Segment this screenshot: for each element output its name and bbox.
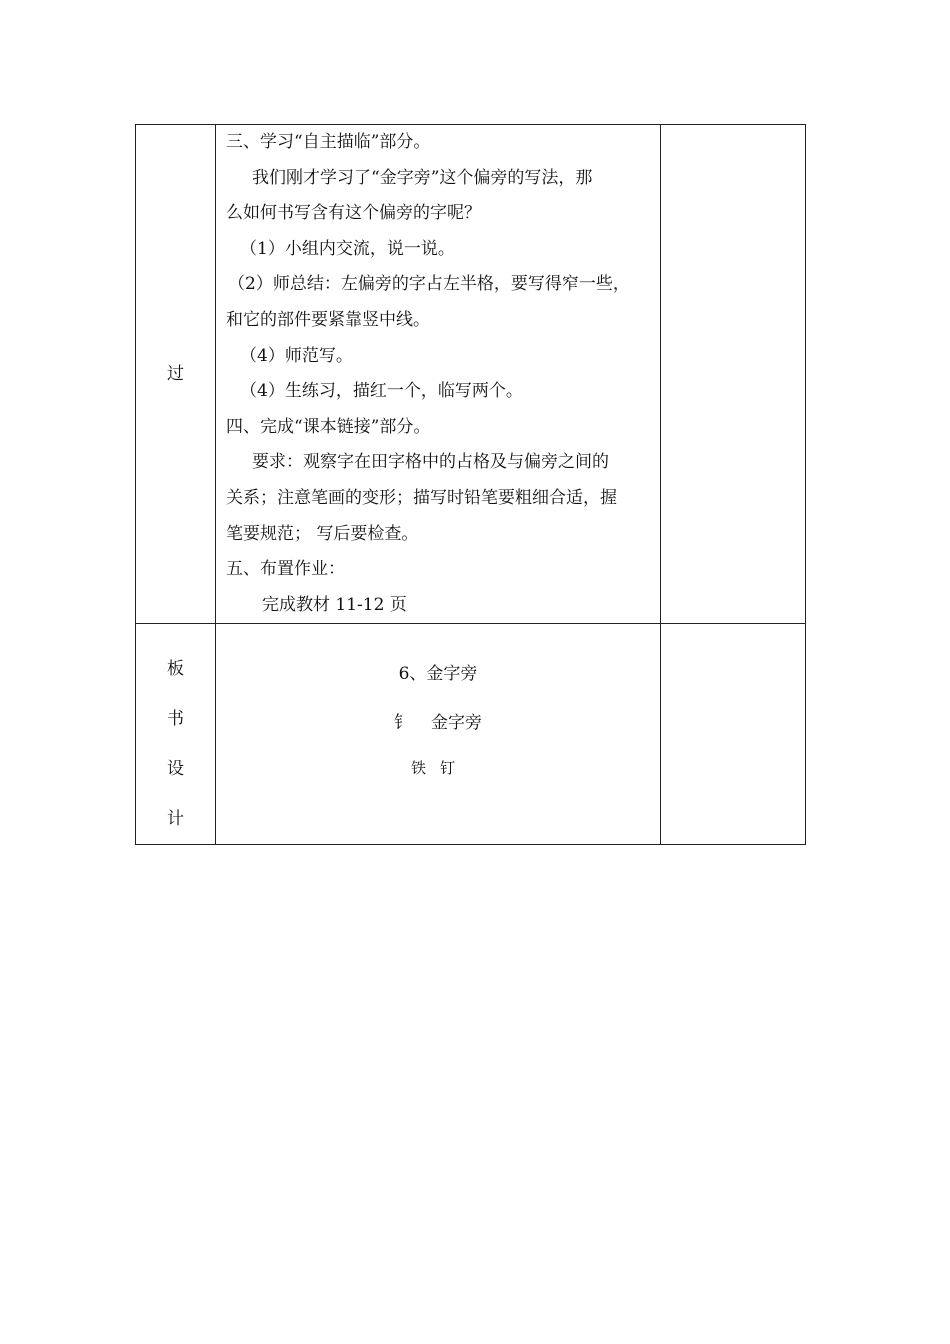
board-examples-line [216, 755, 660, 781]
board-label-char: 计 [167, 809, 184, 830]
process-step-line: （2）师总结：左偏旁的字占左半格，要写得窄一些， [228, 274, 630, 295]
process-text-line: 要求：观察字在田字格中的占格及与偏旁之间的 [252, 452, 609, 473]
section-four-heading: 四、完成“课本链接”部分。 [226, 416, 431, 437]
radical-name: 金字旁 [431, 713, 482, 734]
process-label: 过 [167, 363, 184, 384]
process-text-line: 和它的部件要紧靠竖中线。 [226, 309, 430, 330]
board-label [136, 624, 215, 844]
process-text-line: 笔要规范； 写后要检查。 [226, 523, 419, 544]
homework-line: 完成教材 11-12 页 [262, 594, 407, 615]
process-text-line: 我们刚才学习了“金字旁”这个偏旁的写法，那 [252, 167, 593, 188]
board-design-row [136, 624, 806, 845]
example-char: 钉 [440, 759, 456, 778]
lesson-plan-table [135, 124, 806, 845]
board-label-char: 设 [167, 759, 184, 780]
board-label-cell [136, 624, 216, 845]
board-content [216, 624, 660, 781]
example-char: 铁 [410, 759, 426, 778]
process-step-line: （1）小组内交流，说一说。 [240, 238, 455, 259]
process-step-line: （4）生练习，描红一个，临写两个。 [240, 381, 523, 402]
section-five-heading: 五、布置作业： [226, 559, 345, 580]
process-content-cell [216, 125, 661, 624]
process-label-cell [136, 125, 216, 624]
board-content-cell [216, 624, 661, 845]
board-title: 6、金字旁 [398, 664, 478, 685]
radical-glyph: 钅 [394, 713, 411, 734]
process-notes-cell [661, 125, 806, 624]
process-text-line: 关系；注意笔画的变形；描写时铅笔要粗细合适，握 [226, 487, 617, 508]
section-three-heading: 三、学习“自主描临”部分。 [226, 132, 431, 152]
board-notes-cell [661, 624, 806, 845]
process-content [216, 125, 660, 623]
process-row [136, 125, 806, 624]
board-label-char: 板 [167, 659, 184, 680]
board-radical-line [216, 709, 660, 737]
board-label-char: 书 [167, 709, 184, 730]
process-step-line: （4）师范写。 [240, 345, 353, 366]
process-text-line: 么如何书写含有这个偏旁的字呢？ [226, 203, 481, 224]
